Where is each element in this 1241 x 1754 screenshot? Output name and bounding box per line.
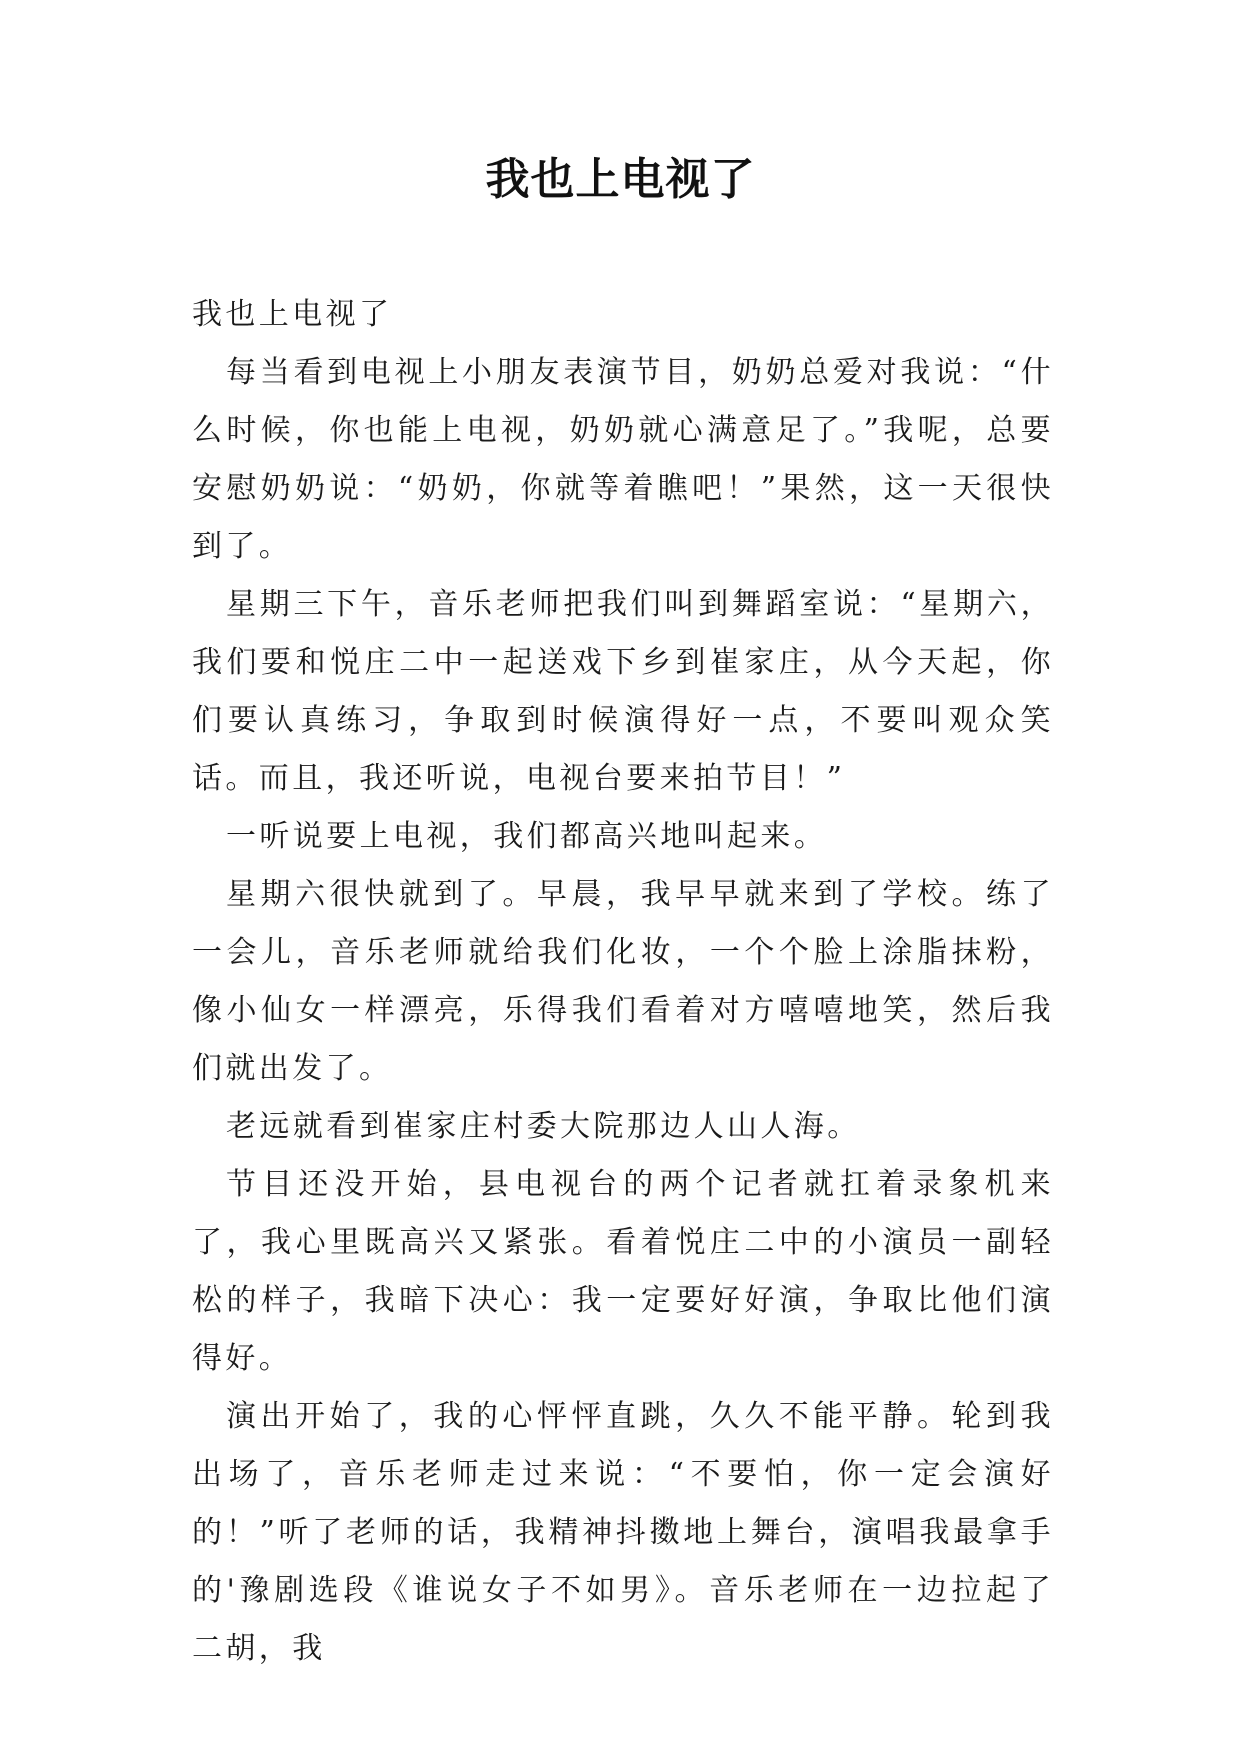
paragraph: 老远就看到崔家庄村委大院那边人山人海。: [226, 1109, 861, 1144]
paragraph: 每当看到电视上小朋友表演节目，奶奶总爱对我说：“什么时候，你也能上电视，奶奶就心满意足了。”我呢，总要安慰奶奶说：“奶奶，你就等着瞧吧！”果然，这一天很快到了。: [192, 355, 1054, 564]
paragraph: 一听说要上电视，我们都高兴地叫起来。: [226, 819, 828, 854]
body-heading: 我也上电视了: [192, 297, 393, 332]
paragraph: 星期三下午，音乐老师把我们叫到舞蹈室说：“星期六，我们要和悦庄二中一起送戏下乡到崔家庄，从今天起，你们要认真练习，争取到时候演得好一点，不要叫观众笑话。而且，我还听说，电视台要来拍节目！”: [192, 587, 1054, 796]
paragraph: 节目还没开始，县电视台的两个记者就扛着录象机来了，我心里既高兴又紧张。看着悦庄二中的小演员一副轻松的样子，我暗下决心：我一定要好好演，争取比他们演得好。: [192, 1167, 1054, 1376]
paragraph: 演出开始了，我的心怦怦直跳，久久不能平静。轮到我出场了，音乐老师走过来说：“不要怕，你一定会演好的！”听了老师的话，我精神抖擞地上舞台，演唱我最拿手的'豫剧选段《谁说女子不如男》。音乐老师在一边拉起了二胡，我: [192, 1399, 1054, 1666]
document-title: 我也上电视了: [485, 154, 756, 205]
document-body: [192, 286, 1054, 1678]
paragraph: 星期六很快就到了。早晨，我早早就来到了学校。练了一会儿，音乐老师就给我们化妆，一个个脸上涂脂抹粉，像小仙女一样漂亮，乐得我们看着对方嘻嘻地笑，然后我们就出发了。: [192, 877, 1054, 1086]
